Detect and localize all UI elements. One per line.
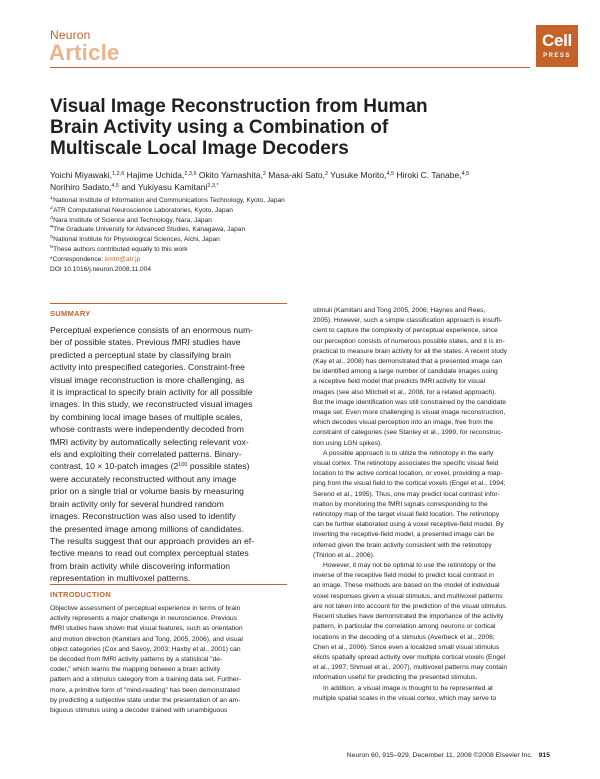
- intro-line: be decoded from fMRI activity patterns by a statistical "de-: [50, 656, 223, 664]
- body-line: cient to capture the complexity of perceptual experience, since: [313, 327, 498, 335]
- introduction-divider: [50, 584, 287, 585]
- affil-text: The Graduate University for Advanced Studies, Kanagawa, Japan: [53, 226, 246, 234]
- body-line: retinotopy map of the target visual field location. The retinotopy: [313, 511, 500, 519]
- affil-sup: 1: [50, 196, 54, 201]
- summary-line: images. In this study, we reconstructed visual images: [50, 399, 253, 410]
- author-sup: 2: [324, 171, 329, 177]
- intro-line: activity represents a major challenge in neuroscience. Previous: [50, 615, 237, 623]
- affiliation: [50, 225, 550, 235]
- author-sup: 4,5: [111, 183, 120, 189]
- body-line: constraint of categories (see Stanley et al., 1999, for reconstruc-: [313, 429, 503, 437]
- affiliation: [50, 196, 550, 206]
- summary-line: it is impractical to specify brain activity for all possible: [50, 387, 253, 398]
- author-line: [50, 169, 560, 181]
- body-line: In addition, a visual image is thought to be represented at: [323, 684, 493, 692]
- summary-line: from brain activity while discovering information: [50, 560, 231, 571]
- author-sup: 2,3,*: [207, 183, 219, 189]
- title-line: Multiscale Local Image Decoders: [50, 138, 349, 159]
- summary-line: the presented image among millions of candidates.: [50, 523, 244, 534]
- summary-heading: SUMMARY: [50, 309, 91, 318]
- paragraph: [313, 306, 550, 449]
- title-line: Brain Activity using a Combination of: [50, 117, 389, 138]
- summary-line: els and exploiting their correlated patterns. Binary-: [50, 449, 242, 460]
- paragraph: [313, 561, 550, 683]
- summary-line-tail: possible states): [187, 461, 250, 472]
- body-line: mation by monitoring the fMRI signals corresponding to the: [313, 500, 488, 508]
- summary-line: ber of possible states. Previous fMRI studies have: [50, 337, 241, 348]
- body-line: multiple spatial scales in the visual cortex, which may serve to: [313, 694, 497, 702]
- body-line: et al., 1997; Shmuel et al., 2007), multivoxel patterns may contain: [313, 664, 508, 672]
- body-line: stimuli (Kamitani and Tong 2005, 2006; Haynes and Rees,: [313, 307, 486, 314]
- summary-line: fective means to read out complex perceptual states: [50, 548, 249, 559]
- intro-line: coder," which learns the mapping between a brain activity: [50, 666, 221, 674]
- doi: DOI 10.1016/j.neuron.2008.11.004: [50, 265, 152, 273]
- summary-line: prior on a single trial or volume basis by measuring: [50, 486, 244, 497]
- author-name: Okito Yamashita,: [198, 170, 263, 180]
- body-line: practical to measure brain activity for all the states. A recent study: [313, 347, 508, 355]
- article-type: Article: [49, 40, 120, 65]
- summary-divider: [50, 303, 287, 304]
- body-line: inferred given the brain activity consistent with the retinotopy: [313, 541, 492, 549]
- paragraph: [313, 684, 550, 704]
- author-name: Yusuke Morito,: [330, 170, 387, 180]
- affil-sup: 5: [50, 235, 54, 241]
- affiliations: [50, 196, 550, 274]
- affiliation: [50, 216, 550, 226]
- logo-sub-text: PRESS: [543, 53, 571, 59]
- summary-line: fMRI activity by automatically selecting relevant vox-: [50, 436, 249, 447]
- affil-text: These authors contributed equally to this work: [53, 245, 188, 253]
- header-divider: [50, 67, 530, 68]
- body-line: are not taken into account for the prediction of the visual stimulus.: [313, 602, 508, 610]
- author-name: and Yukiyasu Kamitani: [121, 182, 208, 192]
- body-line: (Kay et al., 2008) has demonstrated that a presented image can: [313, 358, 503, 366]
- intro-line: more, a primitive form of "mind-reading" has been demonstrated: [50, 686, 240, 694]
- author-sup: 1,2,6: [112, 171, 125, 177]
- summary-line-text: contrast, 10 × 10-patch images (2: [50, 461, 179, 472]
- author-sup: 2,3,6: [184, 171, 197, 177]
- introduction-text: [50, 604, 287, 716]
- intro-line: by predicting a subjective state under the presentation of an am-: [50, 696, 241, 704]
- intro-line: biguous stimulus using a decoder trained with unambiguous: [50, 707, 228, 715]
- author-name: Norihiro Sadato,: [50, 182, 112, 192]
- affil-text: National Institute of Information and Communications Technology, Kyoto, Japan: [53, 197, 285, 204]
- author-name: Masa-aki Sato,: [268, 170, 325, 180]
- affil-text: Nara Institute of Science and Technology, Nara, Japan: [53, 216, 212, 224]
- summary-line: activity into prespecified categories. Constraint-free: [50, 362, 245, 373]
- affil-sup: 2: [50, 205, 54, 211]
- body-line: voxel responses given a visual stimulus, and multivoxel patterns: [313, 592, 503, 600]
- affiliation: [50, 235, 550, 245]
- body-line: our perception consists of numerous possible states, and it is im-: [313, 337, 505, 345]
- body-line: visual cortex. The retinotopy associates the specific visual field: [313, 460, 499, 468]
- body-line: Recent studies have demonstrated the importance of the activity: [313, 613, 504, 621]
- summary-line: representation in multivoxel patterns.: [50, 573, 191, 584]
- intro-line: and motion direction (Kamitani and Tong, 2005, 2006), and visual: [50, 635, 243, 643]
- body-line: an image. These methods are based on the model of individual: [313, 582, 500, 590]
- summary-line: The results suggest that our approach provides an ef-: [50, 535, 254, 546]
- right-column-text: [313, 306, 550, 704]
- summary-line: by combining local image bases of multiple scales,: [50, 411, 243, 422]
- summary-sup: 100: [178, 462, 188, 469]
- correspondence-label: *Correspondence:: [50, 255, 105, 263]
- affiliation: [50, 245, 550, 255]
- intro-line: Objective assessment of perceptual experience in terms of brain: [50, 605, 241, 612]
- summary-line: Perceptual experience consists of an enormous num-: [50, 325, 254, 335]
- body-line: information useful for predicting the presented stimulus.: [313, 674, 478, 682]
- body-line: which decodes visual perception into an image, free from the: [313, 419, 493, 427]
- article-title: [50, 96, 470, 159]
- page-number: 915: [538, 752, 550, 759]
- intro-line: object categories (Cox and Savoy, 2003; Haxby et al., 2001) can: [50, 645, 241, 653]
- intro-line: fMRI studies have shown that visual features, such as orientation: [50, 625, 243, 633]
- logo-main-text: Cell: [542, 31, 572, 50]
- affil-sup: 3: [50, 215, 54, 221]
- affil-text: ATR Computational Neuroscience Laboratories, Kyoto, Japan: [53, 206, 233, 214]
- body-line: A possible approach is to utilize the retinotopy in the early: [323, 449, 494, 457]
- author-sup: 2: [262, 171, 266, 177]
- author-list: [50, 169, 560, 193]
- affil-text: National Institute for Physiological Sciences, Aichi, Japan: [53, 236, 220, 244]
- body-line: locations in the decoding of a stimulus (Averbeck et al., 2006;: [313, 633, 495, 641]
- body-line: images (see also Mitchell et al., 2008, for a related approach).: [313, 388, 497, 396]
- body-line: pattern, in particular the correlation among neurons or cortical: [313, 623, 496, 631]
- intro-line: pattern and a stimulus category from a training data set. Further-: [50, 676, 242, 684]
- author-name: Yoichi Miyawaki,: [50, 170, 113, 180]
- body-line: inverting the receptive-field model, a presented image can be: [313, 531, 495, 539]
- page-footer: [313, 752, 550, 759]
- body-line: inverse of the receptive field model to predict local contrast in: [313, 572, 495, 580]
- body-line: can be further elaborated using a voxel receptive-field model. By: [313, 521, 504, 529]
- summary-line: brain activity only for several hundred random: [50, 498, 224, 509]
- body-line: tion using LGN spikes).: [313, 439, 383, 447]
- summary-line: whose contrasts were independently decoded from: [50, 424, 244, 435]
- author-sup: 4,5: [386, 171, 395, 177]
- affil-sup: 6: [50, 244, 54, 250]
- journal-name: Neuron: [50, 28, 91, 42]
- introduction-heading: INTRODUCTION: [50, 590, 112, 599]
- body-line: However, it may not be optimal to use the retinotopy or the: [323, 562, 496, 570]
- title-line: Visual Image Reconstruction from Human: [50, 96, 428, 117]
- body-line: image set. Even more challenging is visual image reconstruction,: [313, 409, 506, 417]
- summary-text: [50, 324, 287, 585]
- summary-line: were accurately reconstructed without any image: [50, 473, 237, 484]
- summary-line: predicted a perceptual state by classifying brain: [50, 349, 232, 360]
- author-name: Hiroki C. Tanabe,: [396, 170, 462, 180]
- cell-press-logo: [536, 25, 578, 67]
- body-line: Sereno et al., 1995). Thus, one may predict local contrast infor-: [313, 490, 500, 498]
- author-sup: 4,5: [461, 171, 470, 177]
- author-line: [50, 181, 560, 193]
- body-line: elicits spatially spread activity over multiple cortical voxels (Engel: [313, 653, 506, 661]
- summary-line: [50, 460, 287, 472]
- affiliation: [50, 206, 550, 216]
- footer-citation: Neuron 60, 915–929, December 11, 2008 ©2008 Elsevier Inc.: [346, 752, 533, 759]
- body-line: (Thirion et al., 2006).: [313, 551, 375, 559]
- body-line: Chen et al., 2006). Since even a localized small visual stimulus: [313, 643, 500, 651]
- body-line: 2005). However, such a simple classification approach is insuffi-: [313, 317, 503, 325]
- author-name: Hajime Uchida,: [126, 170, 185, 180]
- correspondence: [50, 255, 550, 265]
- summary-line: visual image reconstruction is more challenging, as: [50, 374, 245, 385]
- body-line: ping from the visual field to the cortical voxels (Engel et al., 1994;: [313, 480, 506, 488]
- paragraph: [313, 449, 550, 561]
- body-line: But the image identification was still constrained by the candidate: [313, 398, 506, 406]
- affil-sup: 4: [50, 225, 54, 231]
- correspondence-email-link[interactable]: kmtn@atr.jp: [104, 255, 141, 263]
- body-line: location to the active cortical location, or voxel, providing a map-: [313, 470, 503, 478]
- body-line: a receptive field model that predicts fMRI activity for visual: [313, 378, 486, 386]
- body-line: be identified among a large number of candidate images using: [313, 368, 498, 376]
- summary-line: images. Reconstruction was also used to identify: [50, 511, 236, 522]
